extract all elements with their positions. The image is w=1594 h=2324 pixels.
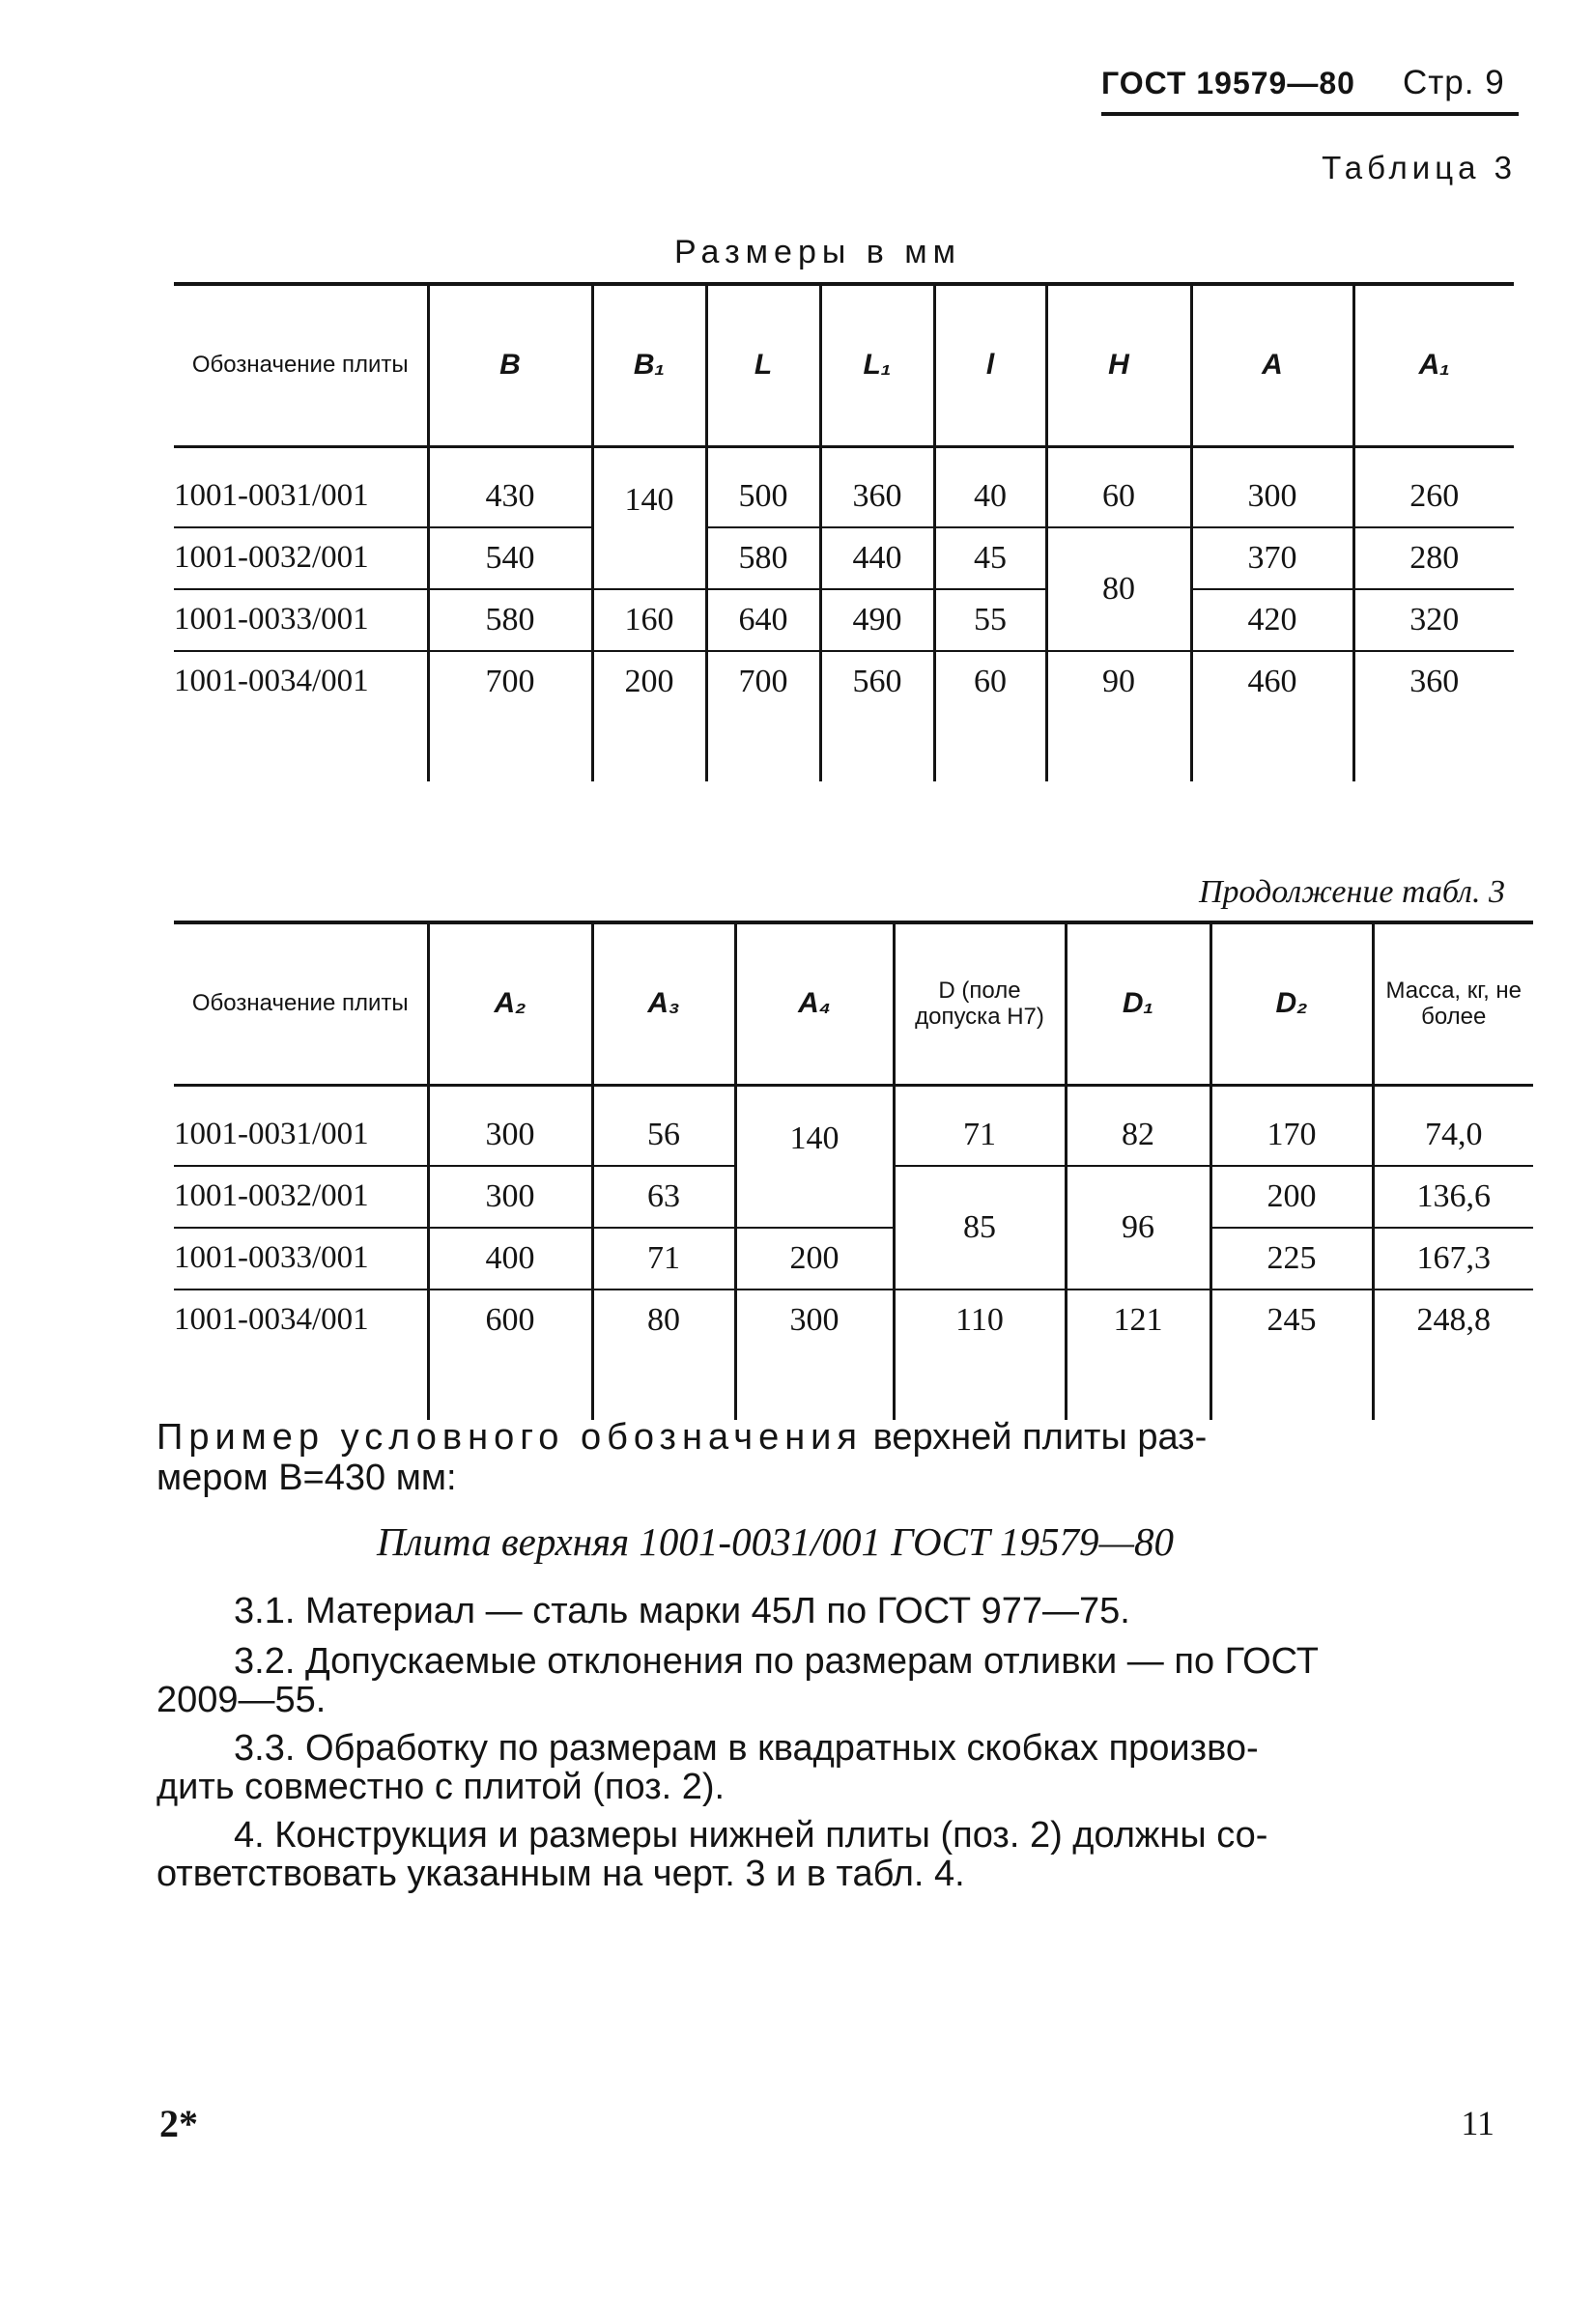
clause-4-cont: ответствовать указанным на черт. 3 и в табл. 4. <box>157 1854 965 1894</box>
col-A4: A₄ <box>735 922 894 1085</box>
col-A3: A₃ <box>592 922 735 1085</box>
clause-3-1: 3.1. Материал — сталь марки 45Л по ГОСТ 977—75. <box>234 1591 1130 1631</box>
table-row: 1001-0033/001 400 71 200 225 167,3 <box>174 1228 1533 1290</box>
col-l: l <box>934 284 1046 446</box>
table-row: 1001-0034/001 600 80 300 110 121 245 248,8 <box>174 1290 1533 1350</box>
col-B1: B₁ <box>592 284 706 446</box>
col-H: H <box>1046 284 1191 446</box>
table-row: 1001-0032/001 300 63 85 96 200 136,6 <box>174 1166 1533 1228</box>
page-number: 11 <box>1461 2104 1494 2142</box>
dimensions-table <box>174 282 1514 781</box>
table-row: 1001-0031/001 430 140 500 360 40 60 300 260 <box>174 467 1514 527</box>
col-designation: Обозначение плиты <box>174 922 428 1085</box>
clause-3-2: 3.2. Допускаемые отклонения по размерам отливки — по ГОСТ <box>234 1641 1320 1682</box>
table-row: 1001-0033/001 580 160 640 490 55 420 320 <box>174 589 1514 651</box>
col-L1: L₁ <box>820 284 934 446</box>
clause-3-3: 3.3. Обработку по размерам в квадратных скобках произво- <box>234 1728 1259 1769</box>
col-D1: D₁ <box>1066 922 1210 1085</box>
example-line2: мером B=430 мм: <box>157 1458 457 1498</box>
col-A2: A₂ <box>428 922 592 1085</box>
continuation-label: Продолжение табл. 3 <box>1198 874 1505 910</box>
col-designation: Обозначение плиты <box>174 284 428 446</box>
dimensions-table-continued <box>174 921 1533 1420</box>
table-row: 1001-0031/001 300 56 140 71 82 170 74,0 <box>174 1105 1533 1166</box>
header-rule <box>1101 112 1519 116</box>
example-intro: Пример условного обозначения верхней плиты раз- <box>157 1417 1208 1458</box>
table-row: 1001-0034/001 700 200 700 560 60 90 460 360 <box>174 651 1514 712</box>
table-label: Таблица 3 <box>1322 150 1517 185</box>
col-A: A <box>1191 284 1353 446</box>
clause-3-3-cont: дить совместно с плитой (поз. 2). <box>157 1767 726 1807</box>
example-designation: Плита верхняя 1001-0031/001 ГОСТ 19579—80 <box>377 1519 1174 1564</box>
standard-code: ГОСТ 19579—80 <box>1101 66 1355 100</box>
table-row: 1001-0032/001 540 580 440 45 80 370 280 <box>174 527 1514 589</box>
clause-4: 4. Конструкция и размеры нижней плиты (поз. 2) должны со- <box>234 1815 1268 1856</box>
units-caption: Размеры в мм <box>674 234 962 270</box>
col-D: D (поле допуска H7) <box>894 922 1066 1085</box>
col-A1: A₁ <box>1353 284 1514 446</box>
col-D2: D₂ <box>1210 922 1373 1085</box>
example-heading: Пример условного обозначения <box>157 1417 863 1458</box>
page-number-header: Стр. 9 <box>1403 64 1505 101</box>
col-L: L <box>706 284 820 446</box>
sheet-signature: 2* <box>159 2102 198 2145</box>
col-B: B <box>428 284 592 446</box>
clause-3-2-cont: 2009—55. <box>157 1680 327 1720</box>
col-mass: Масса, кг, не более <box>1373 922 1533 1085</box>
